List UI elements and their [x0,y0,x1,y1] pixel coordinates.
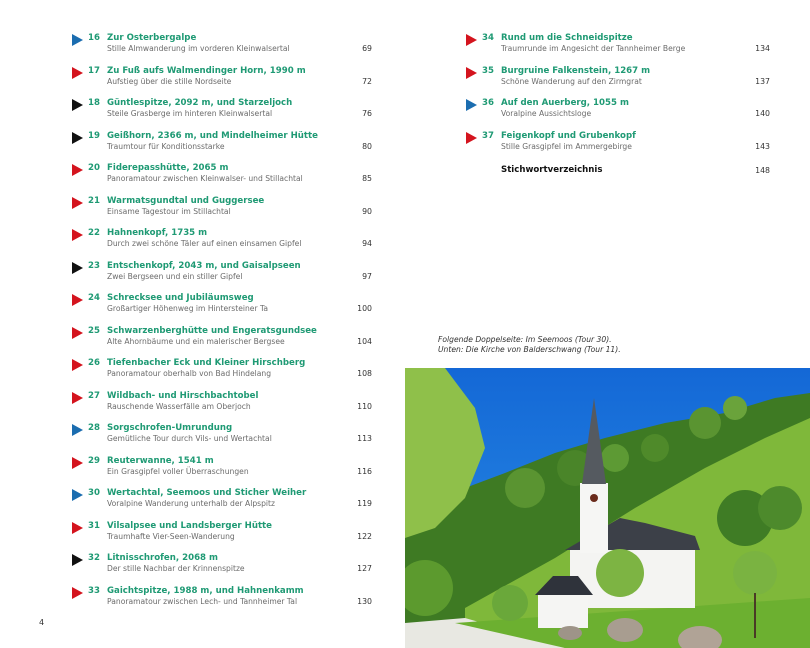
tour-page-number: 100 [357,304,372,313]
tour-number: 23 [88,260,100,271]
tour-title: Vilsalpsee und Landsberger Hütte [107,520,272,531]
index-title: Stichwortverzeichnis [501,165,603,175]
tour-subtitle: Zwei Bergseen und ein stiller Gipfel [107,271,243,281]
caption-line-2: Unten: Die Kirche von Balderschwang (Tour 11). [438,345,621,354]
tour-subtitle: Alte Ahornbäume und ein malerischer Bergsee [107,336,285,346]
triangle-marker-red-icon [466,67,477,79]
tour-page-number: 97 [362,271,372,281]
toc-entry[interactable] [72,423,378,456]
tour-title: Burgruine Falkenstein, 1267 m [501,65,651,76]
tour-page-number: 94 [362,239,372,248]
tour-title: Rund um die Schneidspitze [501,33,633,43]
toc-entry[interactable] [72,261,378,294]
triangle-marker-black-icon [72,554,83,566]
toc-entry[interactable] [72,98,378,131]
tour-number: 28 [88,423,100,433]
tour-title: Tiefenbacher Eck und Kleiner Hirschberg [107,358,306,368]
triangle-marker-black-icon [72,99,83,111]
tour-number: 30 [88,488,100,498]
tour-page-number: 127 [357,564,372,573]
church-landscape-image [405,368,810,648]
triangle-marker-red-icon [72,359,83,371]
tour-subtitle: Der stille Nachbar der Krinnenspitze [107,564,245,573]
tour-title: Auf den Auerberg, 1055 m [501,98,629,108]
tour-number: 21 [88,195,100,206]
tour-page-number: 116 [357,466,372,476]
tour-title: Hahnenkopf, 1735 m [107,228,208,238]
tour-subtitle: Steile Grasberge im hinteren Kleinwalsertal [107,109,273,118]
tour-title: Warmatsgundtal und Guggersee [107,195,265,206]
tour-page-number: 134 [755,44,770,53]
tour-page-number: 119 [357,499,372,508]
tour-number: 26 [88,358,100,368]
triangle-marker-red-icon [72,327,83,339]
tour-number: 27 [88,390,100,401]
tour-page-number: 113 [357,434,372,443]
tour-number: 31 [88,520,100,531]
tour-subtitle: Einsame Tagestour im Stillachtal [107,206,231,216]
photo-caption [438,335,621,355]
triangle-marker-red-icon [72,522,83,534]
toc-entry[interactable] [72,228,378,261]
toc-entry[interactable] [72,293,378,326]
tour-page-number: 76 [362,109,372,118]
triangle-marker-red-icon [72,197,83,209]
tour-title: Wertachtal, Seemoos und Sticher Weiher [107,488,307,498]
tour-page-number: 90 [362,206,372,216]
tour-number: 29 [88,455,100,466]
toc-entry[interactable] [72,391,378,424]
tour-subtitle: Rauschende Wasserfälle am Oberjoch [107,401,251,411]
triangle-marker-blue-icon [72,489,83,501]
index-page-number: 148 [755,166,770,175]
tour-title: Wildbach- und Hirschbachtobel [107,390,259,401]
tour-page-number: 140 [755,109,770,118]
tour-number: 33 [88,585,100,596]
tour-title: Schrecksee und Jubiläumsweg [107,293,254,303]
tour-subtitle: Panoramatour zwischen Kleinwalser- und Stillachtal [107,174,303,183]
tour-page-number: 110 [357,401,372,411]
tour-title: Gaichtspitze, 1988 m, und Hahnenkamm [107,585,304,596]
toc-entry[interactable] [72,456,378,489]
tour-number: 34 [482,33,494,43]
tour-title: Zu Fuß aufs Walmendinger Horn, 1990 m [107,65,306,76]
tour-subtitle: Durch zwei schöne Täler auf einen einsamen Gipfel [107,239,302,248]
tour-number: 17 [88,65,100,76]
tour-subtitle: Voralpine Aussichtsloge [501,109,592,118]
tour-number: 37 [482,130,494,141]
toc-entry[interactable] [72,66,378,99]
triangle-marker-red-icon [72,457,83,469]
tour-subtitle: Großartiger Höhenweg im Hintersteiner Ta [107,304,269,313]
tour-page-number: 69 [362,44,372,53]
tour-page-number: 143 [755,141,770,151]
tour-subtitle: Ein Grasgipfel voller Überraschungen [107,466,249,476]
triangle-marker-red-icon [72,294,83,306]
tour-title: Litnisschrofen, 2068 m [107,553,218,563]
tour-subtitle: Traumhafte Vier-Seen-Wanderung [107,531,235,541]
tour-number: 35 [482,65,494,76]
toc-entry[interactable] [72,326,378,359]
tour-page-number: 130 [357,596,372,606]
triangle-marker-red-icon [72,67,83,79]
toc-entry[interactable] [72,196,378,229]
tour-number: 18 [88,98,100,108]
toc-entry[interactable] [466,131,776,164]
triangle-marker-red-icon [72,587,83,599]
tour-page-number: 72 [362,76,372,86]
tour-number: 25 [88,325,100,336]
toc-entry[interactable] [72,131,378,164]
page-number: 4 [39,618,45,627]
tour-subtitle: Aufstieg über die stille Nordseite [107,76,232,86]
toc-entry[interactable] [466,33,776,66]
tour-subtitle: Schöne Wanderung auf den Zirmgrat [501,76,642,86]
toc-entry[interactable] [72,163,378,196]
triangle-marker-red-icon [72,229,83,241]
tour-number: 19 [88,130,100,141]
church-photo [405,368,810,648]
tour-number: 32 [88,553,100,563]
tour-title: Geißhorn, 2366 m, und Mindelheimer Hütte [107,130,318,141]
tour-page-number: 104 [357,336,372,346]
index-entry[interactable] [466,165,776,181]
tour-subtitle: Traumtour für Konditionsstarke [107,141,225,151]
triangle-marker-red-icon [72,164,83,176]
triangle-marker-black-icon [72,262,83,274]
triangle-marker-red-icon [466,132,477,144]
tour-subtitle: Traumrunde im Angesicht der Tannheimer Berge [501,44,686,53]
tour-number: 36 [482,98,494,108]
tour-subtitle: Stille Grasgipfel im Ammergebirge [501,141,632,151]
tour-number: 16 [88,33,100,43]
triangle-marker-blue-icon [72,424,83,436]
tour-subtitle: Panoramatour oberhalb von Bad Hindelang [107,369,272,378]
toc-entry[interactable] [72,488,378,521]
toc-entry[interactable] [466,98,776,131]
tour-page-number: 80 [362,141,372,151]
toc-entry[interactable] [72,586,378,619]
tour-title: Entschenkopf, 2043 m, und Gaisalpseen [107,260,301,271]
tour-title: Güntlespitze, 2092 m, und Starzeljoch [107,98,293,108]
tour-page-number: 122 [357,531,372,541]
triangle-marker-blue-icon [72,34,83,46]
tour-page-number: 85 [362,174,372,183]
tour-title: Schwarzenberghütte und Engeratsgundsee [107,325,317,336]
tour-subtitle: Stille Almwanderung im vorderen Kleinwalsertal [107,44,290,53]
toc-list-right [466,33,776,181]
tour-number: 22 [88,228,100,238]
tour-page-number: 108 [357,369,372,378]
toc-entry[interactable] [72,33,378,66]
triangle-marker-red-icon [72,392,83,404]
triangle-marker-red-icon [466,34,477,46]
toc-entry[interactable] [72,553,378,586]
triangle-marker-black-icon [72,132,83,144]
tour-title: Fiderepasshütte, 2065 m [107,163,229,173]
triangle-marker-blue-icon [466,99,477,111]
caption-line-1: Folgende Doppelseite: Im Seemoos (Tour 30). [438,335,612,344]
toc-list-left [72,33,378,618]
tour-subtitle: Gemütliche Tour durch Vils- und Wertachtal [107,434,272,443]
tour-number: 20 [88,163,100,173]
tour-title: Feigenkopf und Grubenkopf [501,130,636,141]
toc-entry[interactable] [72,358,378,391]
tour-title: Zur Osterbergalpe [107,33,197,43]
toc-entry[interactable] [466,66,776,99]
tour-subtitle: Panoramatour zwischen Lech- und Tannheimer Tal [107,596,298,606]
tour-title: Reuterwanne, 1541 m [107,455,214,466]
tour-page-number: 137 [755,76,770,86]
tour-number: 24 [88,293,100,303]
toc-entry[interactable] [72,521,378,554]
tour-title: Sorgschrofen-Umrundung [107,423,233,433]
tour-subtitle: Voralpine Wanderung unterhalb der Alpspitz [107,499,276,508]
